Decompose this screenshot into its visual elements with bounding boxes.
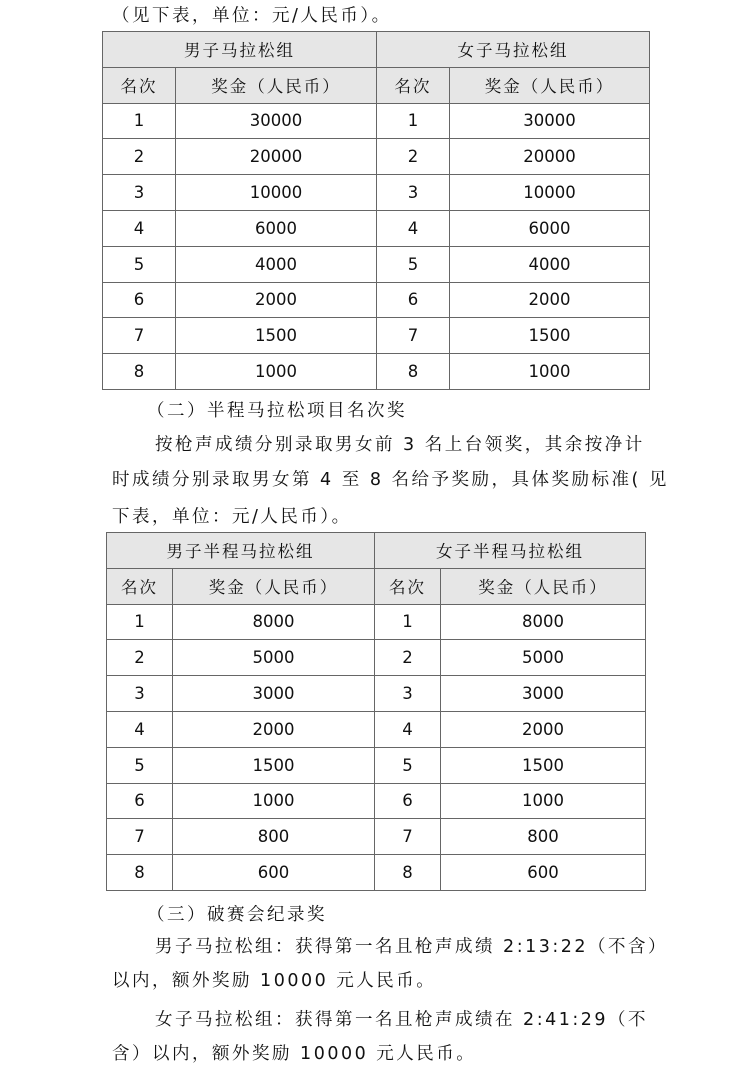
table-row (103, 318, 650, 354)
men-rank-cell: 8 (103, 354, 176, 390)
men-prize-cell: 800 (173, 819, 375, 855)
table-row (103, 282, 650, 318)
men-rank-cell: 3 (107, 676, 173, 712)
table-row (107, 747, 646, 783)
women-prize-cell: 800 (441, 819, 646, 855)
men-prize-cell: 30000 (176, 103, 377, 139)
women-rank-cell: 6 (377, 282, 450, 318)
section3-line-1: 男子马拉松组：获得第一名且枪声成绩 2:13:22（不含） (155, 937, 669, 957)
table-row (107, 819, 646, 855)
women-rank-cell: 1 (375, 604, 441, 640)
women-prize-cell: 2000 (450, 282, 650, 318)
women-prize-cell: 1500 (441, 747, 646, 783)
intro-line: （见下表，单位：元/人民币）。 (112, 6, 392, 26)
women-prize-cell: 10000 (450, 175, 650, 211)
men-group-header: 男子马拉松组 (103, 32, 377, 68)
women-prize-cell: 8000 (441, 604, 646, 640)
women-rank-cell: 4 (375, 711, 441, 747)
women-prize-cell: 1500 (450, 318, 650, 354)
prize-column-header: 奖金（人民币） (450, 67, 650, 103)
men-rank-cell: 5 (103, 246, 176, 282)
men-rank-cell: 1 (103, 103, 176, 139)
women-rank-cell: 2 (377, 139, 450, 175)
rank-column-header: 名次 (375, 568, 441, 604)
men-rank-cell: 2 (107, 640, 173, 676)
section3-line-3: 女子马拉松组：获得第一名且枪声成绩在 2:41:29（不 (155, 1010, 649, 1030)
men-rank-cell: 4 (103, 210, 176, 246)
section3-title: （三）破赛会纪录奖 (147, 905, 327, 925)
half-marathon-prize-table (106, 532, 646, 891)
table-column-header-row (103, 67, 650, 103)
women-prize-cell: 6000 (450, 210, 650, 246)
table-row (103, 246, 650, 282)
men-prize-cell: 10000 (176, 175, 377, 211)
table-column-header-row (107, 568, 646, 604)
women-prize-cell: 2000 (441, 711, 646, 747)
rank-column-header: 名次 (107, 568, 173, 604)
women-rank-cell: 4 (377, 210, 450, 246)
men-prize-cell: 1000 (173, 783, 375, 819)
men-rank-cell: 1 (107, 604, 173, 640)
women-rank-cell: 8 (377, 354, 450, 390)
men-prize-cell: 2000 (176, 282, 377, 318)
women-prize-cell: 20000 (450, 139, 650, 175)
men-prize-cell: 3000 (173, 676, 375, 712)
section3-line-4: 含）以内，额外奖励 10000 元人民币。 (112, 1044, 477, 1064)
women-prize-cell: 600 (441, 855, 646, 891)
women-rank-cell: 5 (375, 747, 441, 783)
women-rank-cell: 5 (377, 246, 450, 282)
men-prize-cell: 5000 (173, 640, 375, 676)
men-prize-cell: 6000 (176, 210, 377, 246)
table-row (103, 354, 650, 390)
women-group-header: 女子马拉松组 (377, 32, 650, 68)
prize-column-header: 奖金（人民币） (176, 67, 377, 103)
men-rank-cell: 2 (103, 139, 176, 175)
women-rank-cell: 8 (375, 855, 441, 891)
men-group-header: 男子半程马拉松组 (107, 533, 375, 569)
men-rank-cell: 3 (103, 175, 176, 211)
table-row (107, 711, 646, 747)
table-row (107, 676, 646, 712)
table-row (103, 210, 650, 246)
women-rank-cell: 2 (375, 640, 441, 676)
table-row (103, 139, 650, 175)
women-prize-cell: 1000 (441, 783, 646, 819)
table-row (107, 783, 646, 819)
men-prize-cell: 4000 (176, 246, 377, 282)
table-group-header-row (103, 32, 650, 68)
women-group-header: 女子半程马拉松组 (375, 533, 646, 569)
table-row (103, 103, 650, 139)
men-rank-cell: 7 (107, 819, 173, 855)
women-rank-cell: 7 (377, 318, 450, 354)
table-row (103, 175, 650, 211)
women-prize-cell: 4000 (450, 246, 650, 282)
section2-para-line-3: 下表，单位：元/人民币）。 (112, 507, 352, 527)
men-prize-cell: 1000 (176, 354, 377, 390)
table-group-header-row (107, 533, 646, 569)
men-rank-cell: 5 (107, 747, 173, 783)
men-prize-cell: 8000 (173, 604, 375, 640)
women-rank-cell: 6 (375, 783, 441, 819)
men-prize-cell: 2000 (173, 711, 375, 747)
marathon-prize-table (102, 31, 650, 390)
table-row (107, 604, 646, 640)
men-rank-cell: 6 (103, 282, 176, 318)
men-prize-cell: 20000 (176, 139, 377, 175)
table-row (107, 855, 646, 891)
prize-column-header: 奖金（人民币） (173, 568, 375, 604)
women-prize-cell: 3000 (441, 676, 646, 712)
section3-line-2: 以内，额外奖励 10000 元人民币。 (112, 971, 437, 991)
section2-para-line-1: 按枪声成绩分别录取男女前 3 名上台领奖，其余按净计 (155, 435, 645, 455)
section2-para-line-2: 时成绩分别录取男女第 4 至 8 名给予奖励，具体奖励标准( 见 (112, 470, 669, 490)
prize-column-header: 奖金（人民币） (441, 568, 646, 604)
women-rank-cell: 1 (377, 103, 450, 139)
table-row (107, 640, 646, 676)
women-prize-cell: 5000 (441, 640, 646, 676)
men-prize-cell: 1500 (176, 318, 377, 354)
rank-column-header: 名次 (103, 67, 176, 103)
men-prize-cell: 1500 (173, 747, 375, 783)
men-rank-cell: 7 (103, 318, 176, 354)
rank-column-header: 名次 (377, 67, 450, 103)
women-rank-cell: 3 (375, 676, 441, 712)
men-rank-cell: 8 (107, 855, 173, 891)
men-prize-cell: 600 (173, 855, 375, 891)
women-prize-cell: 1000 (450, 354, 650, 390)
women-rank-cell: 7 (375, 819, 441, 855)
men-rank-cell: 6 (107, 783, 173, 819)
men-rank-cell: 4 (107, 711, 173, 747)
section2-title: （二）半程马拉松项目名次奖 (147, 401, 407, 421)
women-prize-cell: 30000 (450, 103, 650, 139)
women-rank-cell: 3 (377, 175, 450, 211)
